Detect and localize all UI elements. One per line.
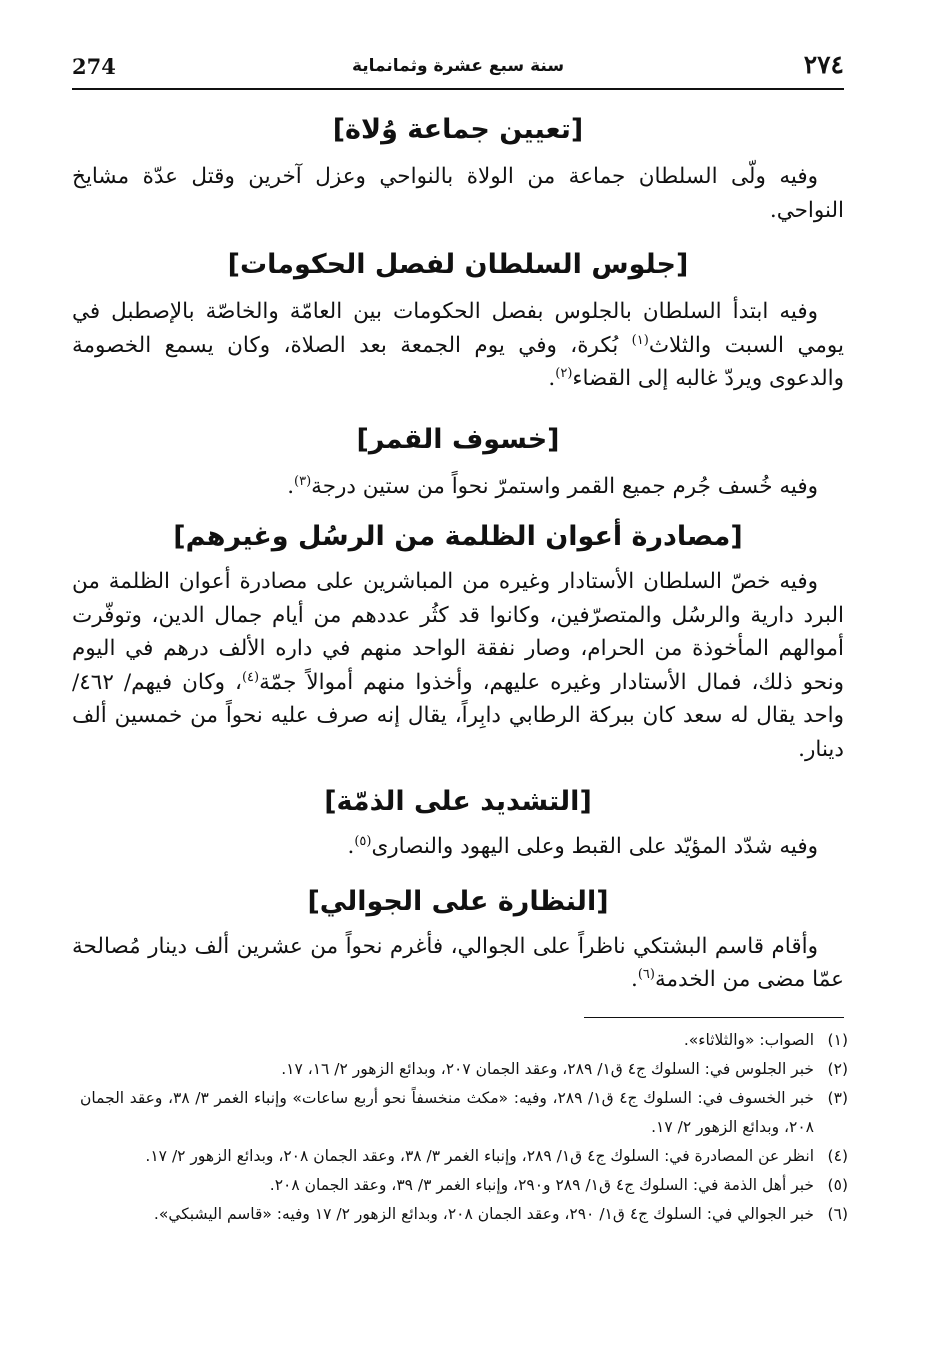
footnote-item [80,1200,848,1229]
footnote-item [80,1026,848,1055]
footnote-text: خبر أهل الذمة في: السلوك ج٤ ق١/ ٢٨٩ و٢٩٠، وإنباء الغمر ٣/ ٣٩، وعقد الجمان ٢٠٨. [269,1176,814,1194]
section-heading-lunar-eclipse: [خسوف القمر] [356,423,560,455]
footnotes [80,1026,848,1229]
main-text [72,108,844,997]
footnote-ref-6[interactable]: (٦) [637,966,655,982]
footnote-number: (٤) [827,1147,848,1165]
footnote-text: الصواب: «والثلاثاء». [683,1031,814,1049]
section-heading-dhimma: [التشديد على الذمّة] [324,786,592,817]
footnote-number: (٥) [827,1176,848,1194]
footnote-item [80,1142,848,1171]
page-number-arabic: ٢٧٤ [803,50,844,79]
running-title: سنة سبع عشرة وثمانماية [351,56,565,76]
footnote-ref-4[interactable]: (٤) [241,669,260,685]
footnote-item [80,1084,848,1142]
section-paragraph-lunar-eclipse: وفيه خُسف جُرم جميع القمر واستمرّ نحواً من ستين درجة$^{(٣)}$. [287,473,818,499]
footnote-number: (٣) [827,1089,848,1107]
page-number-latin: 274 [72,54,116,79]
section-heading-confiscation: [مصادرة أعوان الظلمة من الرسُل وغيرهم] [173,521,743,552]
footnote-ref-1[interactable]: (١) [631,332,649,348]
footnote-number: (٢) [827,1060,848,1078]
section-heading-jawali: [النظارة على الجوالي] [307,885,609,917]
footnote-text: خبر الجوالي في: السلوك ج٤ ق١/ ٢٩٠، وعقد الجمان ٢٠٨، وبدائع الزهور ٢/ ١٧ وفيه: «قاسم اليشبكي». [153,1205,814,1223]
footnote-text: انظر عن المصادرة في: السلوك ج٤ ق١/ ٢٨٩، وإنباء الغمر ٣/ ٣٨، وعقد الجمان ٢٠٨، وبدائع الزهور ٢/ ١٧. [145,1147,814,1165]
footnote-ref-3[interactable]: (٣) [294,473,312,489]
section-heading-appointment-governors: [تعيين جماعة وُلاة] [332,114,584,145]
footnote-text: خبر الخسوف في: السلوك ج٤ ق١/ ٢٨٩، وفيه: «مكث منخسفاً نحو أربع ساعات» وإنباء الغمر ٣/ ٣٨، وعقد الجمان ٢٠٨، وبدائع الزهور ٢/ ١٧. [80,1089,814,1136]
section-paragraph-confiscation: وفيه خصّ السلطان الأستادار وغيره من المباشرين على مصادرة أعوان الظلمة من البرد دارية والرسُل والمتصرّفين، وكانوا قد كثُر عددهم من أيام جمال الدين، وتوفّرت أموالهم المأخوذة من الحرام، وصار نفقة الواحد منهم في داره الألف درهم في اليوم ونحو ذلك، فمال الأستادار وغيره عليهم، وأخذوا منهم أموالاً جمّة$^{(٤)}$، وكان فيهم/ ٤٦٢/ واحد يقال له سعد كان ببركة الرطابي دابِراً، يقال إنه صرف عليه نحواً من خمسين ألف دينار. [72,569,844,762]
footnote-number: (١) [827,1031,848,1049]
footnote-item [80,1171,848,1200]
footnote-ref-5[interactable]: (٥) [354,833,372,849]
section-paragraph-appointment-governors: وفيه ولّى السلطان جماعة من الولاة بالنواحي وعزل آخرين وقتل عدّة مشايخ النواحي. [72,164,844,223]
page-header [72,50,844,90]
footnote-item [80,1055,848,1084]
section-paragraph-dhimma: وفيه شدّد المؤيّد على القبط وعلى اليهود والنصارى$^{(٥)}$. [347,833,818,859]
section-heading-sultan-sitting: [جلوس السلطان لفصل الحكومات] [227,249,689,280]
section-paragraph-jawali: وأقام قاسم البشتكي ناظراً على الجوالي، فأغرم نحواً من عشرين ألف دينار مُصالحة عمّا مضى من الخدمة$^{(٦)}$. [72,933,844,992]
footnote-text: خبر الجلوس في: السلوك ج٤ ق١/ ٢٨٩، وعقد الجمان ٢٠٧، وبدائع الزهور ٢/ ١٦، ١٧. [281,1060,814,1078]
footnote-number: (٦) [827,1205,848,1223]
section-paragraph-sultan-sitting: وفيه ابتدأ السلطان بالجلوس بفصل الحكومات بين العامّة والخاصّة بالإصطبل في يومي السبت والثلاث$^{(١)}$ بُكرة، وفي يوم الجمعة بعد الصلاة، وكان يسمع الخصومة والدعوى ويردّ غالبه إلى القضاء$^{(٢)}$. [72,299,844,391]
footnote-divider [584,1017,844,1018]
footnote-ref-2[interactable]: (٢) [555,365,573,381]
